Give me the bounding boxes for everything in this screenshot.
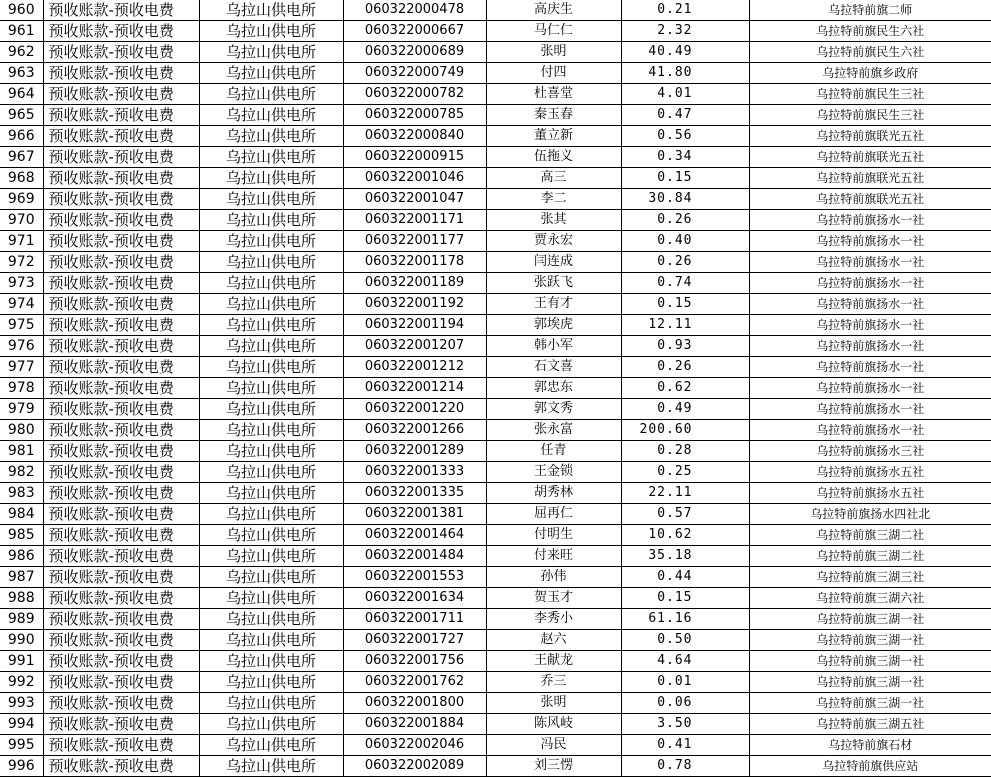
row-number-cell[interactable]: 989 [0,609,43,630]
account-number-cell[interactable]: 060322001220 [343,399,486,420]
account-type-cell[interactable]: 预收账款-预收电费 [43,63,199,84]
table-row [0,693,991,714]
account-number-cell[interactable]: 060322001178 [343,252,486,273]
account-type-cell[interactable]: 预收账款-预收电费 [43,441,199,462]
account-number-cell[interactable]: 060322000667 [343,21,486,42]
account-number-cell[interactable]: 060322001047 [343,189,486,210]
station-cell[interactable]: 乌拉山供电所 [199,315,343,336]
address-cell[interactable]: 乌拉特前旗二师 [749,0,991,21]
address-cell[interactable]: 乌拉特前旗联光五社 [749,126,991,147]
row-number-cell[interactable]: 966 [0,126,43,147]
account-number-cell[interactable]: 060322001464 [343,525,486,546]
row-number-cell[interactable]: 985 [0,525,43,546]
address-cell[interactable]: 乌拉特前旗扬水一社 [749,399,991,420]
address-cell[interactable]: 乌拉特前旗乡政府 [749,63,991,84]
customer-name-cell[interactable]: 高庆生 [486,0,621,21]
account-number-cell[interactable]: 060322001553 [343,567,486,588]
table-row [0,672,991,693]
customer-name-cell[interactable]: 马仁仁 [486,21,621,42]
account-number-cell[interactable]: 060322000689 [343,42,486,63]
address-cell[interactable]: 乌拉特前旗三湖一社 [749,672,991,693]
account-type-cell[interactable]: 预收账款-预收电费 [43,168,199,189]
station-cell[interactable]: 乌拉山供电所 [199,231,343,252]
amount-cell[interactable]: 0.06 [621,693,749,714]
account-type-cell[interactable]: 预收账款-预收电费 [43,231,199,252]
account-number-cell[interactable]: 060322001266 [343,420,486,441]
account-type-cell[interactable]: 预收账款-预收电费 [43,273,199,294]
account-number-cell[interactable]: 060322001177 [343,231,486,252]
table-row [0,714,991,735]
account-type-cell[interactable]: 预收账款-预收电费 [43,714,199,735]
amount-cell[interactable]: 61.16 [621,609,749,630]
account-type-cell[interactable]: 预收账款-预收电费 [43,420,199,441]
account-number-cell[interactable]: 060322001762 [343,672,486,693]
account-type-cell[interactable]: 预收账款-预收电费 [43,609,199,630]
table-row [0,483,991,504]
account-number-cell[interactable]: 060322002089 [343,756,486,777]
account-type-cell[interactable]: 预收账款-预收电费 [43,105,199,126]
account-number-cell[interactable]: 060322000749 [343,63,486,84]
customer-name-cell[interactable]: 乔三 [486,672,621,693]
station-cell[interactable]: 乌拉山供电所 [199,273,343,294]
row-number-cell[interactable]: 973 [0,273,43,294]
amount-cell[interactable]: 0.50 [621,630,749,651]
table-row [0,588,991,609]
row-number-cell[interactable]: 996 [0,756,43,777]
row-number-cell[interactable]: 984 [0,504,43,525]
table-row [0,42,991,63]
amount-cell[interactable]: 0.25 [621,462,749,483]
row-number-cell[interactable]: 982 [0,462,43,483]
account-type-cell[interactable]: 预收账款-预收电费 [43,189,199,210]
address-cell[interactable]: 乌拉特前旗扬水三社 [749,441,991,462]
account-type-cell[interactable]: 预收账款-预收电费 [43,210,199,231]
account-number-cell[interactable]: 060322000785 [343,105,486,126]
account-type-cell[interactable]: 预收账款-预收电费 [43,546,199,567]
table-row [0,546,991,567]
account-number-cell[interactable]: 060322000478 [343,0,486,21]
customer-name-cell[interactable]: 闫连成 [486,252,621,273]
station-cell[interactable]: 乌拉山供电所 [199,336,343,357]
amount-cell[interactable]: 0.15 [621,294,749,315]
row-number-cell[interactable]: 963 [0,63,43,84]
row-number-cell[interactable]: 968 [0,168,43,189]
address-cell[interactable]: 乌拉特前旗扬水一社 [749,273,991,294]
table-row [0,504,991,525]
account-number-cell[interactable]: 060322001333 [343,462,486,483]
amount-cell[interactable]: 0.56 [621,126,749,147]
account-type-cell[interactable]: 预收账款-预收电费 [43,21,199,42]
account-type-cell[interactable]: 预收账款-预收电费 [43,252,199,273]
account-number-cell[interactable]: 060322001194 [343,315,486,336]
customer-name-cell[interactable]: 付明生 [486,525,621,546]
row-number-cell[interactable]: 967 [0,147,43,168]
account-type-cell[interactable]: 预收账款-预收电费 [43,588,199,609]
customer-name-cell[interactable]: 刘三愣 [486,756,621,777]
account-type-cell[interactable]: 预收账款-预收电费 [43,672,199,693]
station-cell[interactable]: 乌拉山供电所 [199,189,343,210]
table-row [0,168,991,189]
table-row [0,231,991,252]
address-cell[interactable]: 乌拉特前旗三湖一社 [749,693,991,714]
amount-cell[interactable]: 0.62 [621,378,749,399]
amount-cell[interactable]: 0.57 [621,504,749,525]
amount-cell[interactable]: 41.80 [621,63,749,84]
table-row [0,378,991,399]
station-cell[interactable]: 乌拉山供电所 [199,525,343,546]
customer-name-cell[interactable]: 张跃飞 [486,273,621,294]
address-cell[interactable]: 乌拉特前旗三湖二社 [749,525,991,546]
row-number-cell[interactable]: 992 [0,672,43,693]
station-cell[interactable]: 乌拉山供电所 [199,0,343,21]
row-number-cell[interactable]: 962 [0,42,43,63]
account-type-cell[interactable]: 预收账款-预收电费 [43,294,199,315]
account-number-cell[interactable]: 060322000915 [343,147,486,168]
amount-cell[interactable]: 3.50 [621,714,749,735]
amount-cell[interactable]: 0.21 [621,0,749,21]
customer-name-cell[interactable]: 郭忠东 [486,378,621,399]
station-cell[interactable]: 乌拉山供电所 [199,630,343,651]
station-cell[interactable]: 乌拉山供电所 [199,420,343,441]
address-cell[interactable]: 乌拉特前旗供应站 [749,756,991,777]
address-cell[interactable]: 乌拉特前旗联光五社 [749,168,991,189]
amount-cell[interactable]: 0.01 [621,672,749,693]
station-cell[interactable]: 乌拉山供电所 [199,21,343,42]
row-number-cell[interactable]: 965 [0,105,43,126]
address-cell[interactable]: 乌拉特前旗扬水一社 [749,357,991,378]
table-row [0,273,991,294]
table-row [0,441,991,462]
address-cell[interactable]: 乌拉特前旗民生三社 [749,105,991,126]
customer-name-cell[interactable]: 孙伟 [486,567,621,588]
customer-name-cell[interactable]: 冯民 [486,735,621,756]
customer-name-cell[interactable]: 李秀小 [486,609,621,630]
customer-name-cell[interactable]: 伍拖义 [486,147,621,168]
station-cell[interactable]: 乌拉山供电所 [199,210,343,231]
account-type-cell[interactable]: 预收账款-预收电费 [43,735,199,756]
customer-name-cell[interactable]: 石文喜 [486,357,621,378]
station-cell[interactable]: 乌拉山供电所 [199,651,343,672]
account-type-cell[interactable]: 预收账款-预收电费 [43,651,199,672]
table-row [0,210,991,231]
address-cell[interactable]: 乌拉特前旗扬水一社 [749,294,991,315]
account-type-cell[interactable]: 预收账款-预收电费 [43,630,199,651]
row-number-cell[interactable]: 981 [0,441,43,462]
table-row [0,294,991,315]
account-number-cell[interactable]: 060322000840 [343,126,486,147]
table-row [0,462,991,483]
row-number-cell[interactable]: 994 [0,714,43,735]
account-type-cell[interactable]: 预收账款-预收电费 [43,42,199,63]
row-number-cell[interactable]: 988 [0,588,43,609]
station-cell[interactable]: 乌拉山供电所 [199,693,343,714]
customer-name-cell[interactable]: 贺玉才 [486,588,621,609]
station-cell[interactable]: 乌拉山供电所 [199,567,343,588]
address-cell[interactable]: 乌拉特前旗扬水一社 [749,336,991,357]
address-cell[interactable]: 乌拉特前旗三湖六社 [749,588,991,609]
customer-name-cell[interactable]: 张明 [486,42,621,63]
station-cell[interactable]: 乌拉山供电所 [199,441,343,462]
customer-name-cell[interactable]: 张其 [486,210,621,231]
table-row [0,189,991,210]
row-number-cell[interactable]: 974 [0,294,43,315]
customer-name-cell[interactable]: 杜喜堂 [486,84,621,105]
table-row [0,735,991,756]
row-number-cell[interactable]: 991 [0,651,43,672]
address-cell[interactable]: 乌拉特前旗联光五社 [749,189,991,210]
address-cell[interactable]: 乌拉特前旗扬水五社 [749,483,991,504]
account-number-cell[interactable]: 060322001727 [343,630,486,651]
row-number-cell[interactable]: 972 [0,252,43,273]
table-row [0,567,991,588]
account-type-cell[interactable]: 预收账款-预收电费 [43,84,199,105]
account-number-cell[interactable]: 060322001634 [343,588,486,609]
customer-name-cell[interactable]: 王金锁 [486,462,621,483]
address-cell[interactable]: 乌拉特前旗扬水五社 [749,462,991,483]
station-cell[interactable]: 乌拉山供电所 [199,462,343,483]
account-number-cell[interactable]: 060322001171 [343,210,486,231]
amount-cell[interactable]: 0.15 [621,168,749,189]
customer-name-cell[interactable]: 陈风岐 [486,714,621,735]
row-number-cell[interactable]: 976 [0,336,43,357]
table-row [0,651,991,672]
amount-cell[interactable]: 0.44 [621,567,749,588]
table-row [0,609,991,630]
row-number-cell[interactable]: 990 [0,630,43,651]
customer-name-cell[interactable]: 张明 [486,693,621,714]
station-cell[interactable]: 乌拉山供电所 [199,126,343,147]
row-number-cell[interactable]: 961 [0,21,43,42]
account-number-cell[interactable]: 060322002046 [343,735,486,756]
customer-name-cell[interactable]: 秦玉春 [486,105,621,126]
customer-name-cell[interactable]: 屈再仁 [486,504,621,525]
customer-name-cell[interactable]: 王献龙 [486,651,621,672]
customer-name-cell[interactable]: 任青 [486,441,621,462]
account-type-cell[interactable]: 预收账款-预收电费 [43,357,199,378]
address-cell[interactable]: 乌拉特前旗三湖一社 [749,609,991,630]
station-cell[interactable]: 乌拉山供电所 [199,63,343,84]
address-cell[interactable]: 乌拉特前旗扬水一社 [749,252,991,273]
amount-cell[interactable]: 40.49 [621,42,749,63]
amount-cell[interactable]: 30.84 [621,189,749,210]
row-number-cell[interactable]: 960 [0,0,43,21]
row-number-cell[interactable]: 970 [0,210,43,231]
table-row [0,336,991,357]
customer-name-cell[interactable]: 董立新 [486,126,621,147]
row-number-cell[interactable]: 987 [0,567,43,588]
address-cell[interactable]: 乌拉特前旗三湖二社 [749,546,991,567]
account-type-cell[interactable]: 预收账款-预收电费 [43,693,199,714]
address-cell[interactable]: 乌拉特前旗扬水一社 [749,231,991,252]
customer-name-cell[interactable]: 郭埃虎 [486,315,621,336]
customer-name-cell[interactable]: 付四 [486,63,621,84]
row-number-cell[interactable]: 975 [0,315,43,336]
account-type-cell[interactable]: 预收账款-预收电费 [43,0,199,21]
row-number-cell[interactable]: 979 [0,399,43,420]
customer-name-cell[interactable]: 王有才 [486,294,621,315]
address-cell[interactable]: 乌拉特前旗三湖一社 [749,630,991,651]
address-cell[interactable]: 乌拉特前旗民生三社 [749,84,991,105]
account-number-cell[interactable]: 060322001800 [343,693,486,714]
account-type-cell[interactable]: 预收账款-预收电费 [43,126,199,147]
table-row [0,420,991,441]
account-number-cell[interactable]: 060322000782 [343,84,486,105]
customer-name-cell[interactable]: 韩小军 [486,336,621,357]
account-type-cell[interactable]: 预收账款-预收电费 [43,336,199,357]
row-number-cell[interactable]: 993 [0,693,43,714]
amount-cell[interactable]: 0.74 [621,273,749,294]
account-number-cell[interactable]: 060322001381 [343,504,486,525]
amount-cell[interactable]: 0.41 [621,735,749,756]
account-number-cell[interactable]: 060322001192 [343,294,486,315]
account-type-cell[interactable]: 预收账款-预收电费 [43,399,199,420]
customer-name-cell[interactable]: 付来旺 [486,546,621,567]
amount-cell[interactable]: 0.47 [621,105,749,126]
station-cell[interactable]: 乌拉山供电所 [199,588,343,609]
station-cell[interactable]: 乌拉山供电所 [199,714,343,735]
address-cell[interactable]: 乌拉特前旗扬水一社 [749,210,991,231]
row-number-cell[interactable]: 964 [0,84,43,105]
account-number-cell[interactable]: 060322001756 [343,651,486,672]
address-cell[interactable]: 乌拉特前旗联光五社 [749,147,991,168]
table-row [0,147,991,168]
station-cell[interactable]: 乌拉山供电所 [199,42,343,63]
address-cell[interactable]: 乌拉特前旗民生六社 [749,42,991,63]
amount-cell[interactable]: 2.32 [621,21,749,42]
table-row [0,126,991,147]
station-cell[interactable]: 乌拉山供电所 [199,105,343,126]
account-type-cell[interactable]: 预收账款-预收电费 [43,756,199,777]
account-number-cell[interactable]: 060322001207 [343,336,486,357]
amount-cell[interactable]: 35.18 [621,546,749,567]
station-cell[interactable]: 乌拉山供电所 [199,168,343,189]
customer-name-cell[interactable]: 李二 [486,189,621,210]
customer-name-cell[interactable]: 贾永宏 [486,231,621,252]
customer-name-cell[interactable]: 郭文秀 [486,399,621,420]
station-cell[interactable]: 乌拉山供电所 [199,294,343,315]
account-number-cell[interactable]: 060322001214 [343,378,486,399]
table-row [0,0,991,21]
station-cell[interactable]: 乌拉山供电所 [199,735,343,756]
account-number-cell[interactable]: 060322001046 [343,168,486,189]
amount-cell[interactable]: 0.40 [621,231,749,252]
customer-name-cell[interactable]: 胡秀林 [486,483,621,504]
address-cell[interactable]: 乌拉特前旗石材 [749,735,991,756]
station-cell[interactable]: 乌拉山供电所 [199,504,343,525]
amount-cell[interactable]: 22.11 [621,483,749,504]
station-cell[interactable]: 乌拉山供电所 [199,357,343,378]
customer-name-cell[interactable]: 高三 [486,168,621,189]
table-row [0,84,991,105]
table-row [0,252,991,273]
row-number-cell[interactable]: 978 [0,378,43,399]
row-number-cell[interactable]: 983 [0,483,43,504]
station-cell[interactable]: 乌拉山供电所 [199,483,343,504]
account-type-cell[interactable]: 预收账款-预收电费 [43,567,199,588]
account-number-cell[interactable]: 060322001335 [343,483,486,504]
row-number-cell[interactable]: 977 [0,357,43,378]
amount-cell[interactable]: 4.64 [621,651,749,672]
address-cell[interactable]: 乌拉特前旗三湖三社 [749,567,991,588]
amount-cell[interactable]: 0.78 [621,756,749,777]
station-cell[interactable]: 乌拉山供电所 [199,252,343,273]
table-row [0,357,991,378]
station-cell[interactable]: 乌拉山供电所 [199,147,343,168]
account-number-cell[interactable]: 060322001484 [343,546,486,567]
table-row [0,105,991,126]
account-number-cell[interactable]: 060322001884 [343,714,486,735]
table-row [0,525,991,546]
amount-cell[interactable]: 0.26 [621,357,749,378]
account-type-cell[interactable]: 预收账款-预收电费 [43,315,199,336]
address-cell[interactable]: 乌拉特前旗三湖五社 [749,714,991,735]
account-type-cell[interactable]: 预收账款-预收电费 [43,378,199,399]
table-row [0,315,991,336]
address-cell[interactable]: 乌拉特前旗扬水一社 [749,315,991,336]
customer-name-cell[interactable]: 张永富 [486,420,621,441]
station-cell[interactable]: 乌拉山供电所 [199,546,343,567]
row-number-cell[interactable]: 971 [0,231,43,252]
table-row [0,399,991,420]
amount-cell[interactable]: 0.49 [621,399,749,420]
row-number-cell[interactable]: 980 [0,420,43,441]
amount-cell[interactable]: 4.01 [621,84,749,105]
account-type-cell[interactable]: 预收账款-预收电费 [43,462,199,483]
station-cell[interactable]: 乌拉山供电所 [199,609,343,630]
account-number-cell[interactable]: 060322001289 [343,441,486,462]
amount-cell[interactable]: 0.34 [621,147,749,168]
address-cell[interactable]: 乌拉特前旗民生六社 [749,21,991,42]
table-row [0,630,991,651]
account-number-cell[interactable]: 060322001711 [343,609,486,630]
amount-cell[interactable]: 0.93 [621,336,749,357]
amount-cell[interactable]: 10.62 [621,525,749,546]
table-row [0,21,991,42]
address-cell[interactable]: 乌拉特前旗扬水一社 [749,420,991,441]
station-cell[interactable]: 乌拉山供电所 [199,672,343,693]
station-cell[interactable]: 乌拉山供电所 [199,378,343,399]
amount-cell[interactable]: 0.26 [621,252,749,273]
amount-cell[interactable]: 12.11 [621,315,749,336]
station-cell[interactable]: 乌拉山供电所 [199,399,343,420]
account-type-cell[interactable]: 预收账款-预收电费 [43,525,199,546]
row-number-cell[interactable]: 986 [0,546,43,567]
account-type-cell[interactable]: 预收账款-预收电费 [43,504,199,525]
station-cell[interactable]: 乌拉山供电所 [199,756,343,777]
account-type-cell[interactable]: 预收账款-预收电费 [43,147,199,168]
amount-cell[interactable]: 0.28 [621,441,749,462]
address-cell[interactable]: 乌拉特前旗三湖一社 [749,651,991,672]
row-number-cell[interactable]: 995 [0,735,43,756]
amount-cell[interactable]: 0.15 [621,588,749,609]
account-type-cell[interactable]: 预收账款-预收电费 [43,483,199,504]
amount-cell[interactable]: 0.26 [621,210,749,231]
amount-cell[interactable]: 200.60 [621,420,749,441]
address-cell[interactable]: 乌拉特前旗扬水四社北 [749,504,991,525]
station-cell[interactable]: 乌拉山供电所 [199,84,343,105]
table-row [0,63,991,84]
table-row [0,756,991,777]
account-number-cell[interactable]: 060322001212 [343,357,486,378]
row-number-cell[interactable]: 969 [0,189,43,210]
customer-name-cell[interactable]: 赵六 [486,630,621,651]
account-number-cell[interactable]: 060322001189 [343,273,486,294]
address-cell[interactable]: 乌拉特前旗扬水一社 [749,378,991,399]
